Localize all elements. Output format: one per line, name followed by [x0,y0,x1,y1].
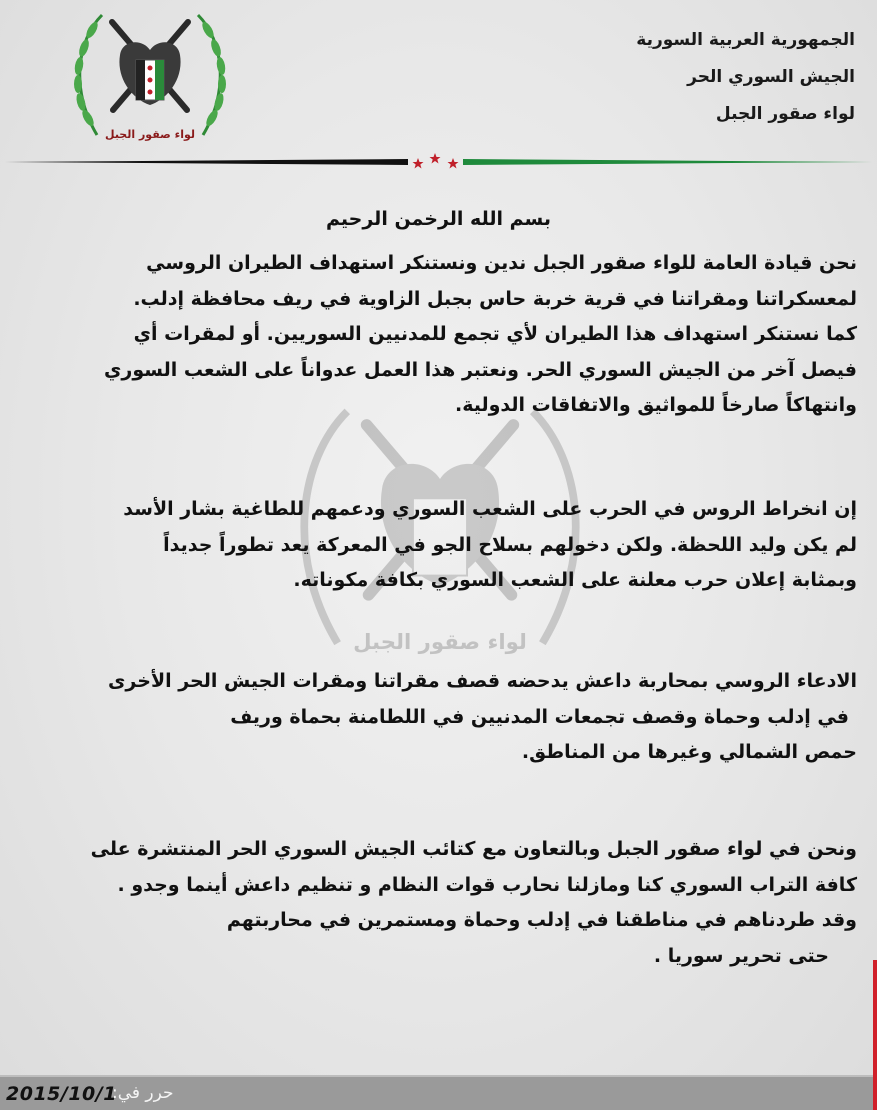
paragraph-line: فيصل آخر من الجيش السوري الحر. ونعتبر هذا العمل عدواناً على الشعب السوري [103,358,857,381]
footer-bar [0,1075,877,1110]
paragraph-line: الادعاء الروسي بمحاربة داعش يدحضه قصف مقراتنا ومقرات الجيش الحر الأخرى [108,670,857,692]
statement-paragraph-2 [17,492,857,599]
letterhead [636,22,855,133]
red-edge-strip [873,960,877,1110]
basmala-heading: بسم الله الرخمن الرحيم [326,208,551,230]
paragraph-line: نحن قيادة العامة للواء صقور الجبل ندين ونستنكر استهداف الطيران الروسي [146,252,857,274]
statement-paragraph-4 [17,832,857,974]
statement-paragraph-3 [17,664,857,771]
paragraph-line: حتى تحرير سوريا . [653,944,829,967]
emblem-caption: لواء صقور الجبل [105,128,195,141]
paragraph-line: وقد طردناهم في مناطقنا في إدلب وحماة ومستمرين في محاربتهم [226,909,857,931]
paragraph-line: إن انخراط الروس في الحرب على الشعب السوري ودعمهم للطاغية بشار الأسد [123,498,857,520]
issued-in-label: حرر في: [112,1083,174,1103]
paragraph-line: في إدلب وحماة وقصف تجمعات المدنيين في اللطامنة بحماة وريف [230,705,849,728]
paragraph-line: لم يكن وليد اللحظة. ولكن دخولهم بسلاح الجو في المعركة يعد تطوراً جديداً [163,533,857,556]
divider-green-line [463,159,872,165]
paragraph-line: كافة التراب السوري كنا ومازلنا نحارب قوات النظام و تنظيم داعش أينما وجدو . [117,873,857,896]
paragraph-line: كما نستنكر استهداف هذا الطيران لأي تجمع للمدنيين السوريين. أو لمقرات أي [133,323,857,345]
three-stars-icon [413,153,459,169]
flag-divider [0,148,877,178]
paragraph-line: وبمثابة إعلان حرب معلنة على الشعب السوري بكافة مكوناته. [293,569,857,591]
svg-text:لواء صقور الجبل: لواء صقور الجبل [353,629,527,655]
flag-shield-icon [136,60,164,100]
paragraph-line: ونحن في لواء صقور الجبل وبالتعاون مع كتائب الجيش السوري الحر المنتشرة على [90,838,857,860]
header-line-republic: الجمهورية العربية السورية [636,30,855,50]
header-line-army: الجيش السوري الحر [687,67,855,87]
statement-paragraph-1 [17,246,857,424]
paragraph-line: وانتهاكاً صارخاً للمواثيق والاتفاقات الدولية. [454,394,857,416]
brigade-emblem-logo [62,10,238,148]
issue-date: 2015/10/1 [6,1083,117,1105]
paragraph-line: حمص الشمالي وغيرها من المناطق. [521,741,857,763]
paragraph-line: لمعسكراتنا ومقراتنا في قرية خربة حاس بجبل الزاوية في ريف محافظة إدلب. [133,287,857,310]
header-line-brigade: لواء صقور الجبل [715,104,855,124]
divider-black-line [5,159,408,165]
